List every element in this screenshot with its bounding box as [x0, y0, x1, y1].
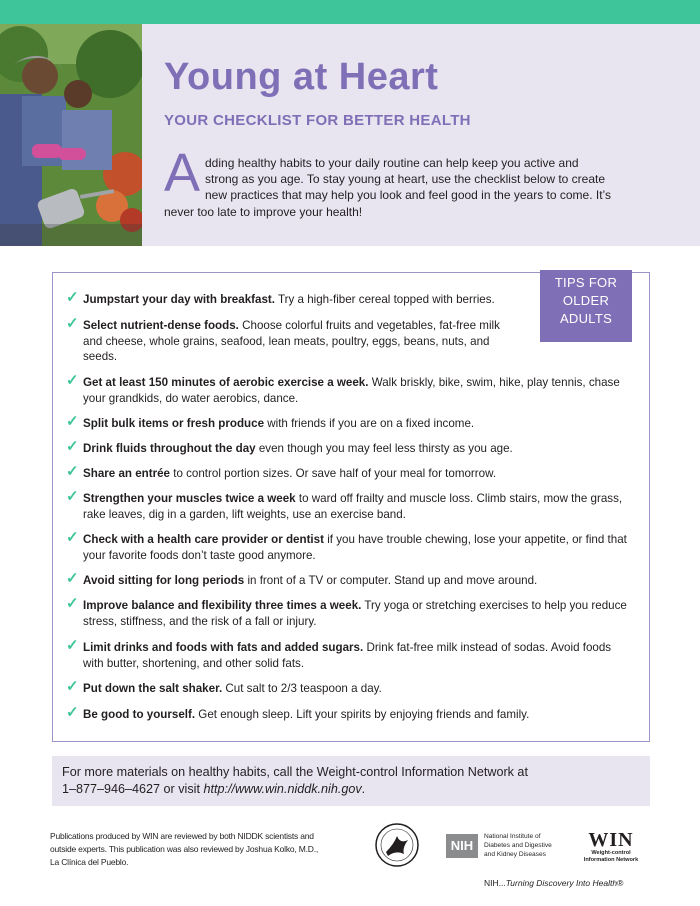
checkmark-icon: ✓ [66, 595, 79, 612]
intro-dropcap: A [164, 143, 201, 203]
top-accent-bar [0, 0, 700, 24]
checklist-item [66, 289, 526, 308]
checkmark-icon: ✓ [66, 704, 79, 721]
item-text: even though you may feel less thirsty as you age. [255, 442, 513, 455]
footer-line-1: For more materials on healthy habits, call the Weight-control Information Network at [62, 765, 528, 779]
checkmark-icon: ✓ [66, 413, 79, 430]
checkmark-icon: ✓ [66, 488, 79, 505]
tips-badge-line: ADULTS [559, 311, 613, 326]
win-logo-line: Information Network [583, 857, 639, 863]
gardening-photo [0, 24, 142, 246]
tagline-mark: ® [617, 878, 624, 888]
item-heading: Split bulk items or fresh produce [83, 417, 265, 430]
win-logo-line: Weight-control [591, 850, 631, 856]
checklist-item [66, 637, 632, 671]
tagline-prefix: NIH... [484, 878, 506, 888]
checkmark-icon: ✓ [66, 315, 79, 332]
page-subtitle: YOUR CHECKLIST FOR BETTER HEALTH [164, 112, 471, 129]
footer-period: . [361, 782, 366, 796]
niddk-line: and Kidney Diseases [484, 850, 546, 858]
tips-badge-line: TIPS FOR [554, 275, 618, 290]
item-text: Choose colorful fruits and vegetables, fat-free milk and cheese, whole grains, seafood, lean meats, poultry, eggs, beans, nuts, and seeds. [83, 319, 500, 363]
item-heading: Check with a health care provider or dentist [83, 533, 324, 546]
item-heading: Limit drinks and foods with fats and added sugars. [83, 641, 364, 654]
intro-line-1: dding healthy habits to your daily routine can help keep you active and [205, 156, 579, 170]
item-heading: Jumpstart your day with breakfast. [83, 293, 275, 306]
tips-badge-line: OLDER [562, 293, 610, 308]
credits-text [50, 830, 330, 869]
item-text: Walk briskly, bike, swim, hike, play tennis, chase your grandkids, do water aerobics, dance. [83, 376, 620, 405]
win-logo [576, 830, 646, 864]
item-text: Get enough sleep. Lift your spirits by enjoying friends and family. [195, 708, 530, 721]
checklist-item [66, 595, 632, 629]
credits-line: outside experts. This publication was also reviewed by Joshua Kolko, M.D., [50, 844, 319, 854]
checklist-item [66, 438, 632, 457]
item-heading: Be good to yourself. [83, 708, 196, 721]
checkmark-icon: ✓ [66, 463, 79, 480]
item-heading: Select nutrient-dense foods. [83, 319, 239, 332]
checkmark-icon: ✓ [66, 289, 79, 306]
item-text: if you have trouble chewing, lose your appetite, or find that your favorite foods don’t taste good anymore. [83, 533, 627, 562]
credits-line: Publications produced by WIN are reviewed by both NIDDK scientists and [50, 831, 314, 841]
item-heading: Drink fluids throughout the day [83, 442, 256, 455]
item-heading: Get at least 150 minutes of aerobic exercise a week. [83, 376, 369, 389]
checklist-item [66, 488, 632, 522]
tips-badge [540, 270, 632, 342]
checkmark-icon: ✓ [66, 372, 79, 389]
item-text: Drink fat-free milk instead of sodas. Avoid foods with butter, shortening, and other solid fats. [83, 641, 612, 670]
intro-line-4: never too late to improve your health! [164, 205, 363, 219]
hhs-seal-icon [374, 822, 420, 868]
nih-tagline [484, 878, 623, 888]
intro-line-2: strong as you age. To stay young at heart, use the checklist below to create [205, 172, 606, 186]
item-text: Cut salt to 2/3 teaspoon a day. [222, 682, 382, 695]
checkmark-icon: ✓ [66, 637, 79, 654]
tagline-italic: Turning Discovery Into Health [505, 878, 618, 888]
checkmark-icon: ✓ [66, 570, 79, 587]
checkmark-icon: ✓ [66, 678, 79, 695]
checklist-item [66, 529, 632, 563]
item-text: Try a high-fiber cereal topped with berries. [275, 293, 495, 306]
item-heading: Put down the salt shaker. [83, 682, 223, 695]
niddk-line: National Institute of [484, 833, 541, 840]
item-text: to ward off frailty and muscle loss. Climb stairs, mow the grass, rake leaves, dig in a garden, lift weights, use an exercise band. [83, 492, 623, 521]
footer-phone: 1–877–946–4627 or visit [62, 782, 204, 796]
item-heading: Improve balance and flexibility three times a week. [83, 599, 362, 612]
item-text: to control portion sizes. Or save half of your meal for tomorrow. [170, 467, 497, 480]
checklist-item [66, 704, 632, 723]
checklist-item [66, 570, 632, 589]
checklist-item [66, 315, 506, 365]
item-heading: Strengthen your muscles twice a week [83, 492, 296, 505]
nih-logo-icon: NIH [446, 834, 478, 858]
checklist-item [66, 372, 632, 406]
niddk-line: Diabetes and Digestive [484, 841, 552, 849]
item-heading: Share an entrée [83, 467, 170, 480]
footer-line-2 [62, 781, 642, 798]
credits-line: La Clínica del Pueblo. [50, 857, 129, 867]
niddk-label [484, 833, 574, 859]
footer-text [62, 764, 642, 798]
checklist-item [66, 463, 632, 482]
checkmark-icon: ✓ [66, 529, 79, 546]
intro-line-3: new practices that may help you look and feel good in the years to come. It’s [205, 188, 612, 202]
page-title: Young at Heart [164, 56, 439, 98]
item-text: with friends if you are on a fixed income. [264, 417, 475, 430]
win-logo-mark: WIN [588, 829, 634, 851]
footer-url-link[interactable]: http://www.win.niddk.nih.gov [203, 782, 362, 796]
checklist-item [66, 678, 632, 697]
checkmark-icon: ✓ [66, 438, 79, 455]
item-heading: Avoid sitting for long periods [83, 574, 245, 587]
item-text: in front of a TV or computer. Stand up and move around. [244, 574, 538, 587]
item-text: Try yoga or stretching exercises to help you reduce stress, stiffness, and the risk of a fall or injury. [83, 599, 627, 628]
checklist-item [66, 413, 632, 432]
